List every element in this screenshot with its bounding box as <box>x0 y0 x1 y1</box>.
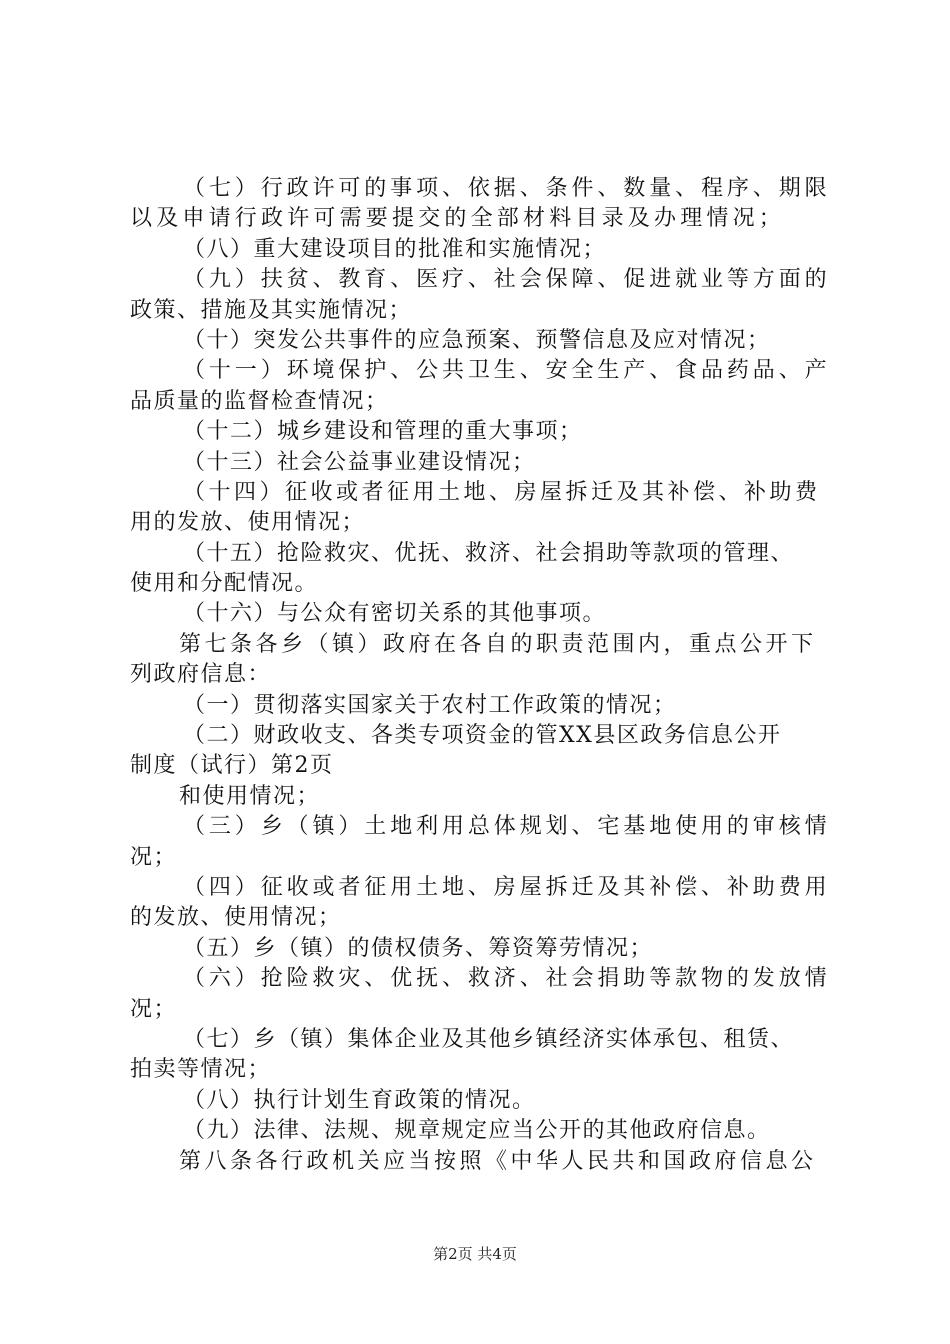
text-line: （十五）抢险救灾、优抚、救济、社会捐助等款项的管理、 <box>183 540 795 566</box>
text-line: （四）征收或者征用土地、房屋拆迁及其补偿、补助费用 <box>183 874 831 900</box>
text-line: （十三）社会公益事业建设情况； <box>183 449 536 475</box>
text-line: 和使用情况； <box>179 783 321 809</box>
text-line: 品质量的监督检查情况； <box>130 388 389 414</box>
text-line: （五）乡（镇）的债权债务、筹资筹劳情况； <box>183 935 654 961</box>
text-line: 况； <box>130 844 178 870</box>
text-line: 列政府信息： <box>130 662 272 688</box>
text-line: 第八条各行政机关应当按照《中华人民共和国政府信息公 <box>179 1148 817 1174</box>
text-line: （八）执行计划生育政策的情况。 <box>183 1087 536 1113</box>
text-line: （八）重大建设项目的批准和实施情况； <box>183 236 607 262</box>
text-line: （二）财政收支、各类专项资金的管XX县区政务信息公开 <box>183 723 782 749</box>
text-line: （十）突发公共事件的应急预案、预警信息及应对情况； <box>183 327 771 353</box>
text-line: （十四）征收或者征用土地、房屋拆迁及其补偿、补助费 <box>183 479 821 505</box>
text-line: 制度（试行）第2页 <box>130 753 334 779</box>
page-number-footer: 第2页 共4页 <box>433 1245 517 1263</box>
text-line: 以及申请行政许可需要提交的全部材料目录及办理情况； <box>130 206 786 232</box>
text-line: （十六）与公众有密切关系的其他事项。 <box>183 601 607 627</box>
document-body <box>130 174 835 1177</box>
text-line: 第七条各乡（镇）政府在各自的职责范围内，重点公开下 <box>179 631 817 657</box>
text-line: （七）乡（镇）集体企业及其他乡镇经济实体承包、租赁、 <box>183 1026 795 1052</box>
text-line: 政策、措施及其实施情况； <box>130 297 413 323</box>
text-line: （九）法律、法规、规章规定应当公开的其他政府信息。 <box>183 1118 771 1144</box>
text-line: （九）扶贫、教育、医疗、社会保障、促进就业等方面的 <box>183 267 831 293</box>
text-line: （一）贯彻落实国家关于农村工作政策的情况； <box>183 692 677 718</box>
text-line: 用的发放、使用情况； <box>130 510 366 536</box>
text-line: （三）乡（镇）土地利用总体规划、宅基地使用的审核情 <box>183 814 831 840</box>
text-line: 的发放、使用情况； <box>130 905 342 931</box>
text-line: （十一）环境保护、公共卫生、安全生产、食品药品、产 <box>183 358 831 384</box>
text-line: （七）行政许可的事项、依据、条件、数量、程序、期限 <box>183 176 831 201</box>
text-line: 拍卖等情况； <box>130 1057 272 1083</box>
text-line: 况； <box>130 996 178 1022</box>
text-line: 使用和分配情况。 <box>130 571 319 597</box>
text-line: （十二）城乡建设和管理的重大事项； <box>183 419 583 445</box>
text-line: （六）抢险救灾、优抚、救济、社会捐助等款物的发放情 <box>183 966 831 992</box>
